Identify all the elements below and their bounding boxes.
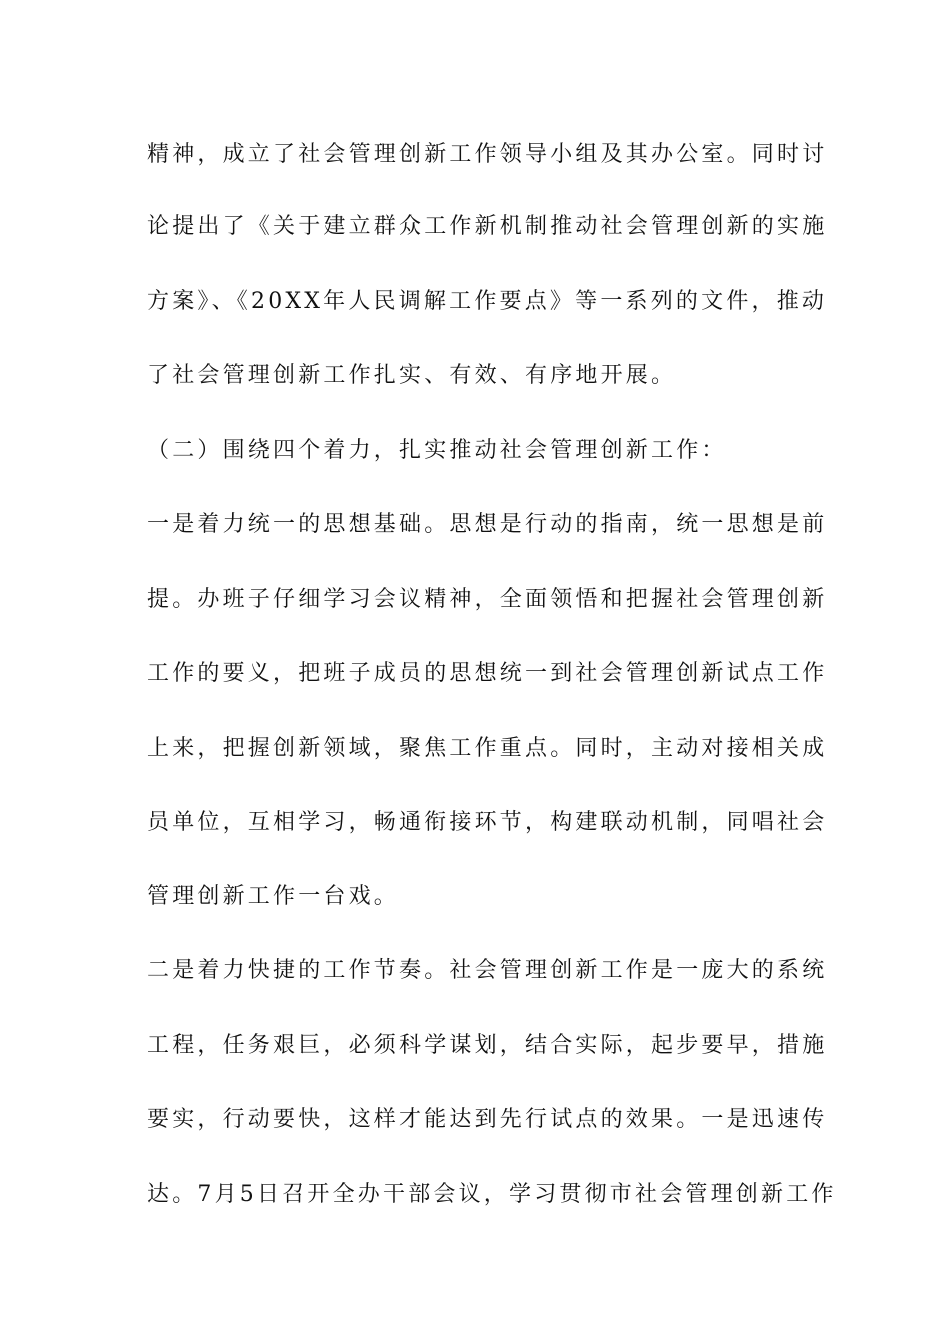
text-line: 员单位，互相学习，畅通衔接环节，构建联动机制，同唱社会 [147,810,828,835]
text-line: 要实，行动要快，这样才能达到先行试点的效果。一是迅速传 [147,1107,828,1132]
text-line: 管理创新工作一台戏。 [147,884,400,909]
text-line: 工作的要义，把班子成员的思想统一到社会管理创新试点工作 [147,661,828,686]
section-heading: （二）围绕四个着力，扎实推动社会管理创新工作： [147,438,727,463]
text-line: 上来，把握创新领域，聚焦工作重点。同时，主动对接相关成 [147,736,828,761]
text-line: 方案》、《20XX年人民调解工作要点》等一系列的文件，推动 [147,289,828,314]
text-line: 工程，任务艰巨，必须科学谋划，结合实际，起步要早，措施 [147,1033,828,1058]
text-line: 达。7月5日召开全办干部会议，学习贯彻市社会管理创新工作 [147,1182,837,1207]
text-line: 了社会管理创新工作扎实、有效、有序地开展。 [147,363,677,388]
text-line: 二是着力快捷的工作节奏。社会管理创新工作是一庞大的系统 [147,958,828,983]
text-line: 一是着力统一的思想基础。思想是行动的指南，统一思想是前 [147,512,828,537]
text-line: 提。办班子仔细学习会议精神，全面领悟和把握社会管理创新 [147,587,828,612]
text-line: 论提出了《关于建立群众工作新机制推动社会管理创新的实施 [147,214,828,239]
text-line: 精神，成立了社会管理创新工作领导小组及其办公室。同时讨 [147,142,828,167]
